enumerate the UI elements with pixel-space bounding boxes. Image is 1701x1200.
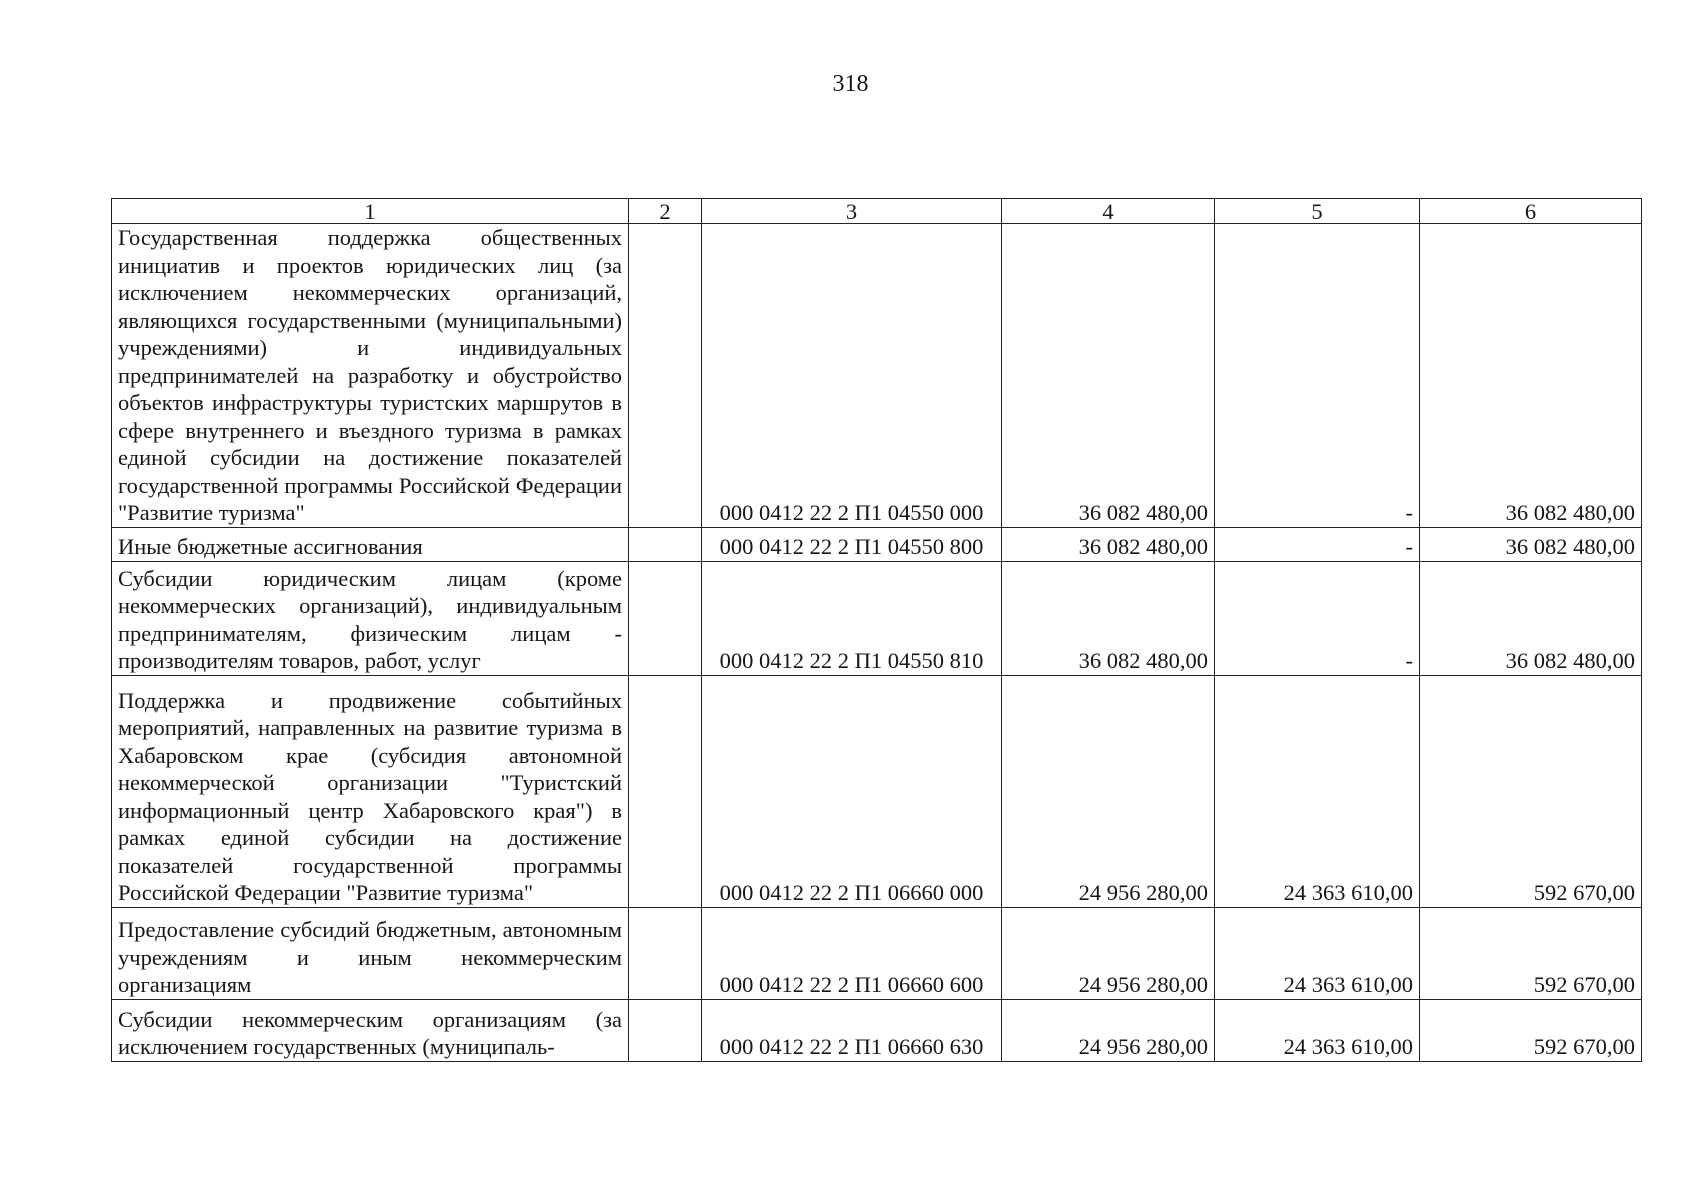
table-row [112, 907, 1642, 999]
row-col5: 24 363 610,00 [1215, 999, 1420, 1061]
row-col2 [629, 224, 702, 528]
row-col5: - [1215, 224, 1420, 528]
column-header-6: 6 [1420, 199, 1642, 224]
row-col5: - [1215, 561, 1420, 675]
column-header-4: 4 [1002, 199, 1215, 224]
table-row [112, 561, 1642, 675]
row-col2 [629, 527, 702, 561]
row-col6: 592 670,00 [1420, 675, 1642, 907]
row-col6: 592 670,00 [1420, 907, 1642, 999]
row-col6: 36 082 480,00 [1420, 224, 1642, 528]
budget-table [111, 198, 1642, 1062]
row-name: Предоставление субсидий бюджетным, автономным учреждениям и иным некоммерческим организациям [112, 907, 629, 999]
column-header-1: 1 [112, 199, 629, 224]
row-col6: 592 670,00 [1420, 999, 1642, 1061]
table-row [112, 527, 1642, 561]
table-row [112, 999, 1642, 1061]
row-code: 000 0412 22 2 П1 04550 810 [702, 561, 1002, 675]
row-name: Иные бюджетные ассигнования [112, 527, 629, 561]
column-header-5: 5 [1215, 199, 1420, 224]
row-col5: 24 363 610,00 [1215, 675, 1420, 907]
row-name: Поддержка и продвижение событийных мероприятий, направленных на развитие туризма в Хабаровском крае (субсидия автономной некоммерческой организации "Туристский информационный центр Хабаровского края") в рамках единой субсидии на достижение показателей государственной программы Российской Федерации "Развитие туризма" [112, 675, 629, 907]
row-col6: 36 082 480,00 [1420, 561, 1642, 675]
row-col2 [629, 907, 702, 999]
row-col6: 36 082 480,00 [1420, 527, 1642, 561]
row-col2 [629, 999, 702, 1061]
row-col5: 24 363 610,00 [1215, 907, 1420, 999]
header-row [112, 199, 1642, 224]
column-header-2: 2 [629, 199, 702, 224]
row-name: Субсидии юридическим лицам (кроме некоммерческих организаций), индивидуальным предпринимателям, физическим лицам - производителям товаров, работ, услуг [112, 561, 629, 675]
row-code: 000 0412 22 2 П1 04550 000 [702, 224, 1002, 528]
row-col4: 36 082 480,00 [1002, 527, 1215, 561]
row-col4: 24 956 280,00 [1002, 675, 1215, 907]
row-col2 [629, 561, 702, 675]
row-name: Государственная поддержка общественных инициатив и проектов юридических лиц (за исключением некоммерческих организаций, являющихся государственными (муниципальными) учреждениями) и индивидуальных предпринимателей на разработку и обустройство объектов инфраструктуры туристских маршрутов в сфере внутреннего и въездного туризма в рамках единой субсидии на достижение показателей государственной программы Российской Федерации "Развитие туризма" [112, 224, 629, 528]
row-col5: - [1215, 527, 1420, 561]
row-code: 000 0412 22 2 П1 06660 630 [702, 999, 1002, 1061]
row-code: 000 0412 22 2 П1 04550 800 [702, 527, 1002, 561]
row-name: Субсидии некоммерческим организациям (за исключением государственных (муниципаль- [112, 999, 629, 1061]
row-code: 000 0412 22 2 П1 06660 000 [702, 675, 1002, 907]
row-code: 000 0412 22 2 П1 06660 600 [702, 907, 1002, 999]
table-row [112, 224, 1642, 528]
row-col4: 36 082 480,00 [1002, 224, 1215, 528]
row-col4: 36 082 480,00 [1002, 561, 1215, 675]
page-number: 318 [832, 71, 869, 97]
table-row [112, 675, 1642, 907]
row-col2 [629, 675, 702, 907]
row-col4: 24 956 280,00 [1002, 999, 1215, 1061]
column-header-3: 3 [702, 199, 1002, 224]
row-col4: 24 956 280,00 [1002, 907, 1215, 999]
